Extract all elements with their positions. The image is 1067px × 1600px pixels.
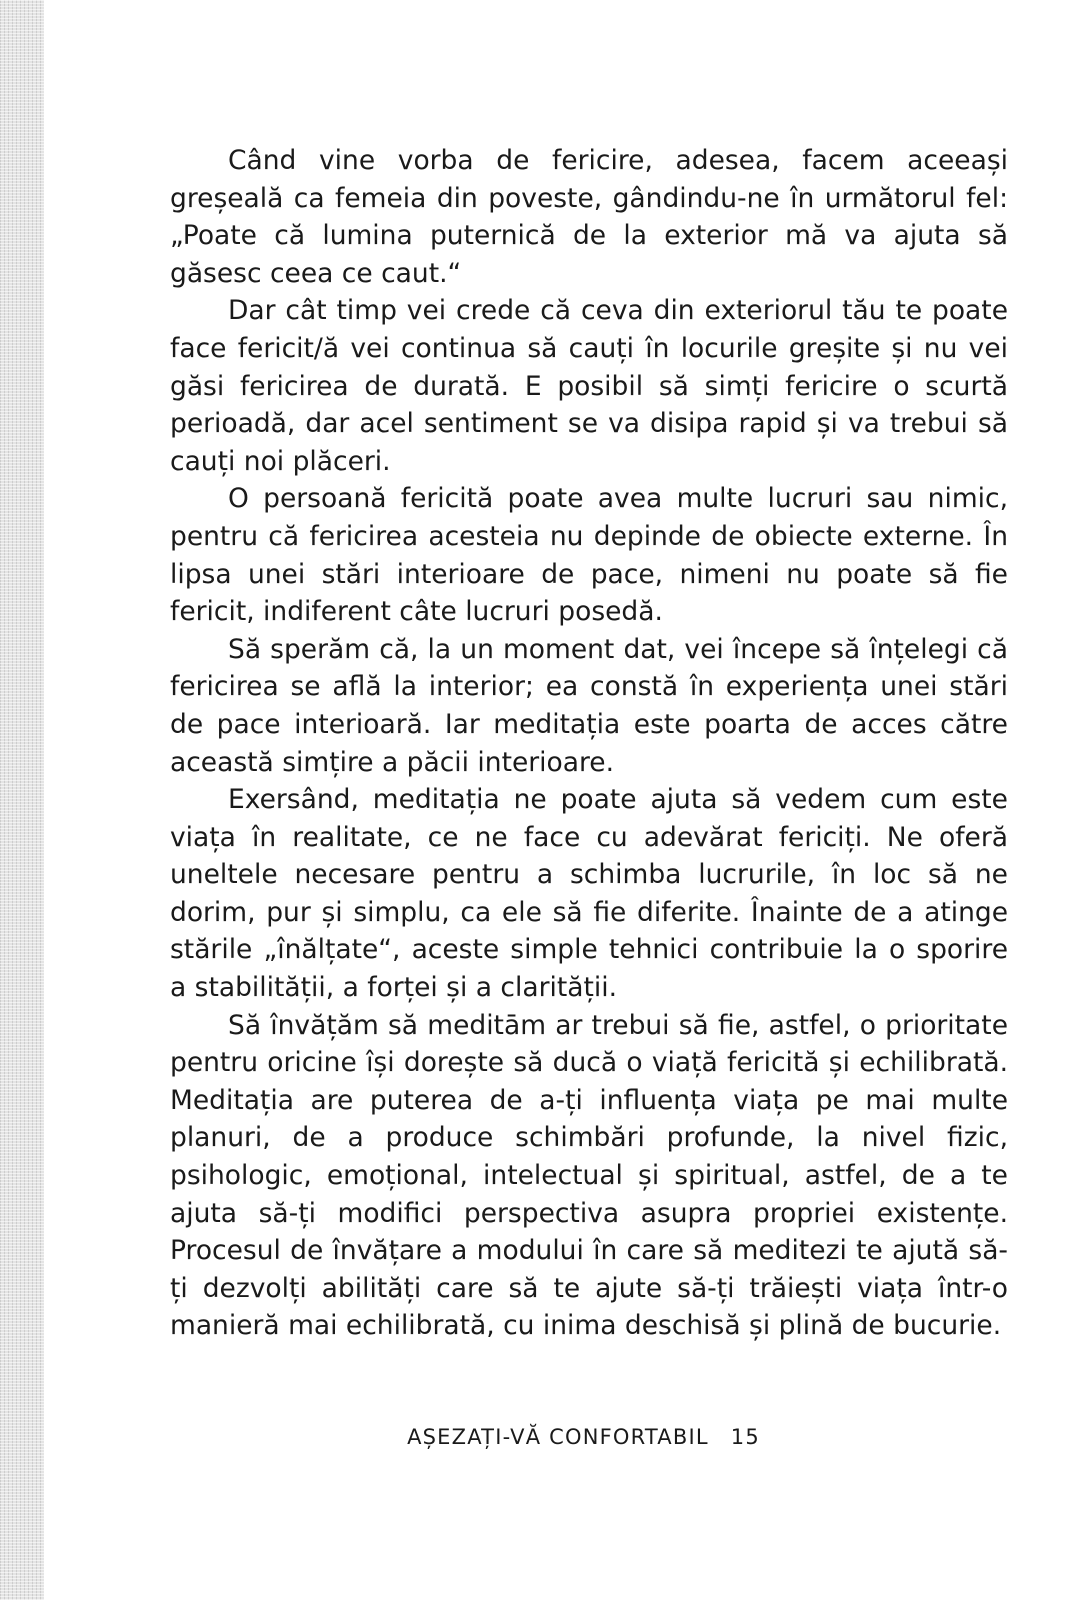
book-spine-texture	[0, 0, 44, 1600]
paragraph: Dar cât timp vei crede că ceva din exteriorul tău te poate face fericit/ă vei continua să cauți în locurile greșite și nu vei găsi fericirea de durată. E posibil să simți fericire o scurtă perioadă, dar acel sentiment se va disipa rapid și va trebui să cauți noi plăceri.	[170, 295, 1008, 477]
paragraph: Să sperăm că, la un moment dat, vei începe să înțelegi că fericirea se află la interior; ea constă în experiența unei stări de pace interioară. Iar meditația este poarta de acces către această simțire a păcii interioare.	[170, 633, 1008, 778]
paragraph: Să învățăm să meditām ar trebui să fie, astfel, o prioritate pentru oricine își dorește să ducă o viață fericită și echilibrată. Meditația are puterea de a-ți influența viața pe mai multe planuri, de a produce schimbări profunde, la nivel fizic, psihologic, emoțional, intelectual și spiritual, astfel, de a te ajuta să-ți modifici perspectiva asupra propriei existențe. Procesul de învățare a modului în care să meditezi te ajută să-ți dezvolți abilități care să te ajute să-ți trăiești viața într-o manieră mai echilibrată, cu inima deschisă și plină de bucurie.	[170, 1009, 1008, 1342]
page-footer	[0, 1425, 1067, 1449]
paragraph: O persoană fericită poate avea multe lucruri sau nimic, pentru că fericirea acesteia nu depinde de obiecte externe. În lipsa unei stări interioare de pace, nimeni nu poate să fie fericit, indiferent câte lucruri posedă.	[170, 483, 1008, 628]
page-number: 15	[730, 1425, 760, 1449]
body-text	[170, 142, 1008, 1345]
paragraph: Exersând, meditația ne poate ajuta să vedem cum este viața în realitate, ce ne face cu adevărat fericiți. Ne oferă uneltele necesare pentru a schimba lucrurile, în loc să ne dorim, pur și simplu, ca ele să fie diferite. Înainte de a atinge stările „înălțate“, aceste simple tehnici contribuie la o sporire a stabilității, a forței și a clarității.	[170, 784, 1008, 1004]
paragraph: Când vine vorba de fericire, adesea, facem aceeași greșeală ca femeia din poveste, gândindu-ne în următorul fel: „Poate că lumina puternică de la exterior mă va ajuta să găsesc ceea ce caut.“	[170, 145, 1008, 289]
running-title: AȘEZAȚI-VĂ CONFORTABIL	[407, 1425, 709, 1449]
